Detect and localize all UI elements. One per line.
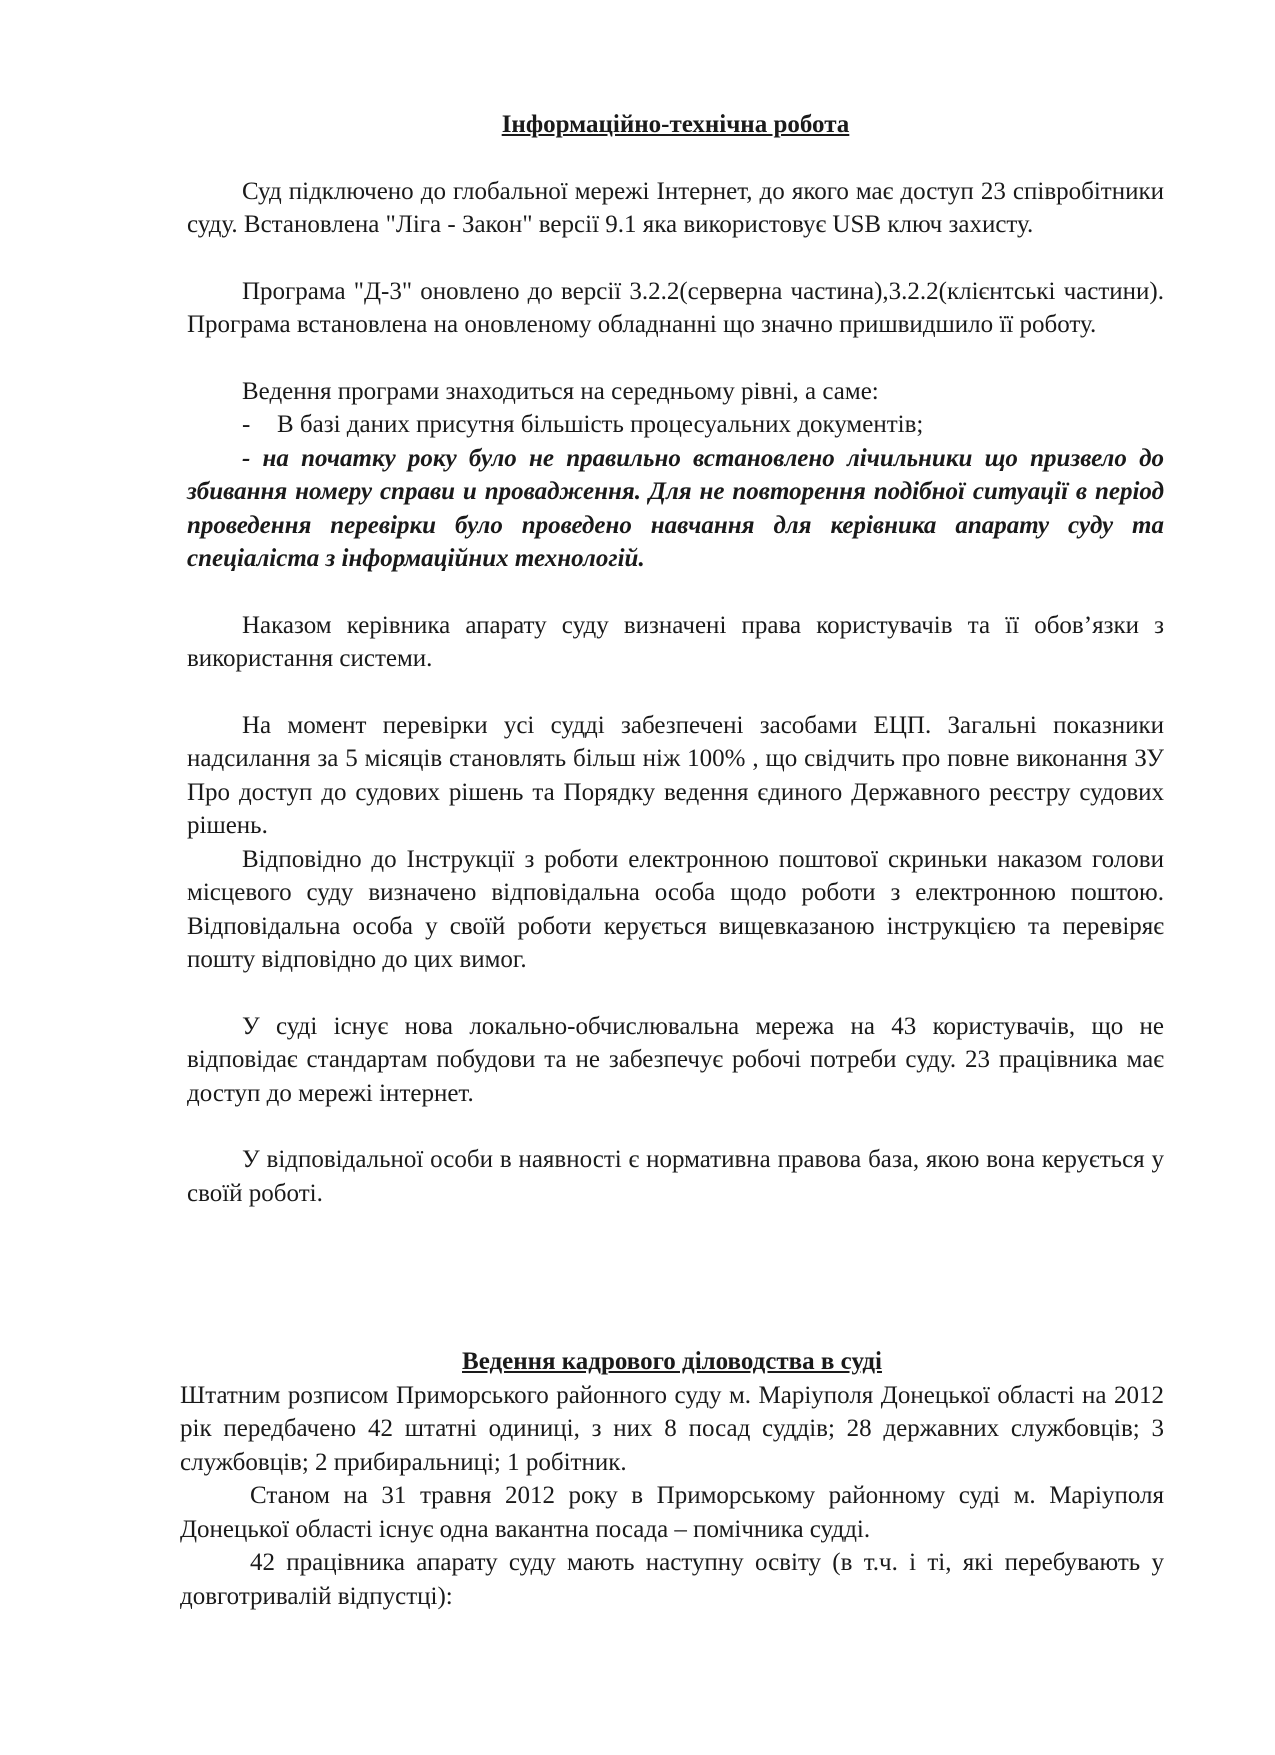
- paragraph-legal-base: У відповідальної особи в наявності є нормативна правова база, якою вона керується у своїй роботі.: [187, 1146, 1164, 1207]
- list-item-database: [187, 408, 1164, 442]
- paragraph-local-network: У суді існує нова локально-обчислювальна мережа на 43 користувачів, що не відповідає стандартам побудови та не забезпечує робочі потреби суду. 23 працівника має доступ до мережі інтернет.: [187, 1012, 1164, 1107]
- section-hr-records: [180, 1345, 1164, 1613]
- paragraph-ecp: На момент перевірки усі судді забезпечені засобами ЕЦП. Загальні показники надсилання за 5 місяців становлять більш ніж 100% , що свідчить про повне виконання ЗУ Про доступ до судових рішень та Порядку ведення єдиного Державного реєстру судових рішень.: [187, 711, 1164, 839]
- paragraph-vacancy: Станом на 31 травня 2012 року в Приморському районному суді м. Маріуполя Донецької області існує одна вакантна посада – помічника судді.: [180, 1482, 1164, 1543]
- paragraph-staffing: Штатним розписом Приморського районного суду м. Маріуполя Донецької області на 2012 рік передбачено 42 штатні одиниці, з них 8 посад суддів; 28 державних службовців; 3 службовців; 2 прибиральниці; 1 робітник.: [180, 1381, 1164, 1476]
- section-it-work: [187, 108, 1164, 1210]
- paragraph-d3-program: Програма "Д-3" оновлено до версії 3.2.2(серверна частина),3.2.2(клієнтські частини). Програма встановлена на оновленому обладнанні що значно пришвидшило її роботу.: [187, 277, 1164, 338]
- section-heading-hr-records: Ведення кадрового діловодства в суді: [462, 1348, 882, 1375]
- paragraph-counters-issue: - на початку року було не правильно встановлено лічильники що призвело до збивання номеру справи и провадження. Для не повторення подібної ситуації в період проведення перевірки було проведено навчання для керівника апарату суду та спеціаліста з інформаційних технологій.: [187, 444, 1164, 572]
- paragraph-email-instruction: Відповідно до Інструкції з роботи електронною поштової скриньки наказом голови місцевого суду визначено відповідальна особа щодо роботи з електронною поштою. Відповідальна особа у своїй роботи керується вищевказаною інструкцією та перевіряє пошту відповідно до цих вимог.: [187, 845, 1164, 973]
- section-heading-it-work: Інформаційно-технічна робота: [501, 111, 850, 138]
- list-dash: -: [242, 411, 251, 438]
- paragraph-internet: Суд підключено до глобальної мережі Інтернет, до якого має доступ 23 співробітники суду. Встановлена "Ліга - Закон" версії 9.1 яка використовує USB ключ захисту.: [187, 177, 1164, 238]
- list-item-database-text: В базі даних присутня більшість процесуальних документів;: [277, 411, 924, 438]
- paragraph-education: 42 працівника апарату суду мають наступну освіту (в т.ч. і ті, які перебувають у довготривалій відпустці):: [180, 1549, 1164, 1610]
- paragraph-program-level: Ведення програми знаходиться на середньому рівні, а саме:: [242, 377, 879, 405]
- paragraph-user-rights: Наказом керівника апарату суду визначені права користувачів та її обов’язки з використання системи.: [187, 611, 1164, 672]
